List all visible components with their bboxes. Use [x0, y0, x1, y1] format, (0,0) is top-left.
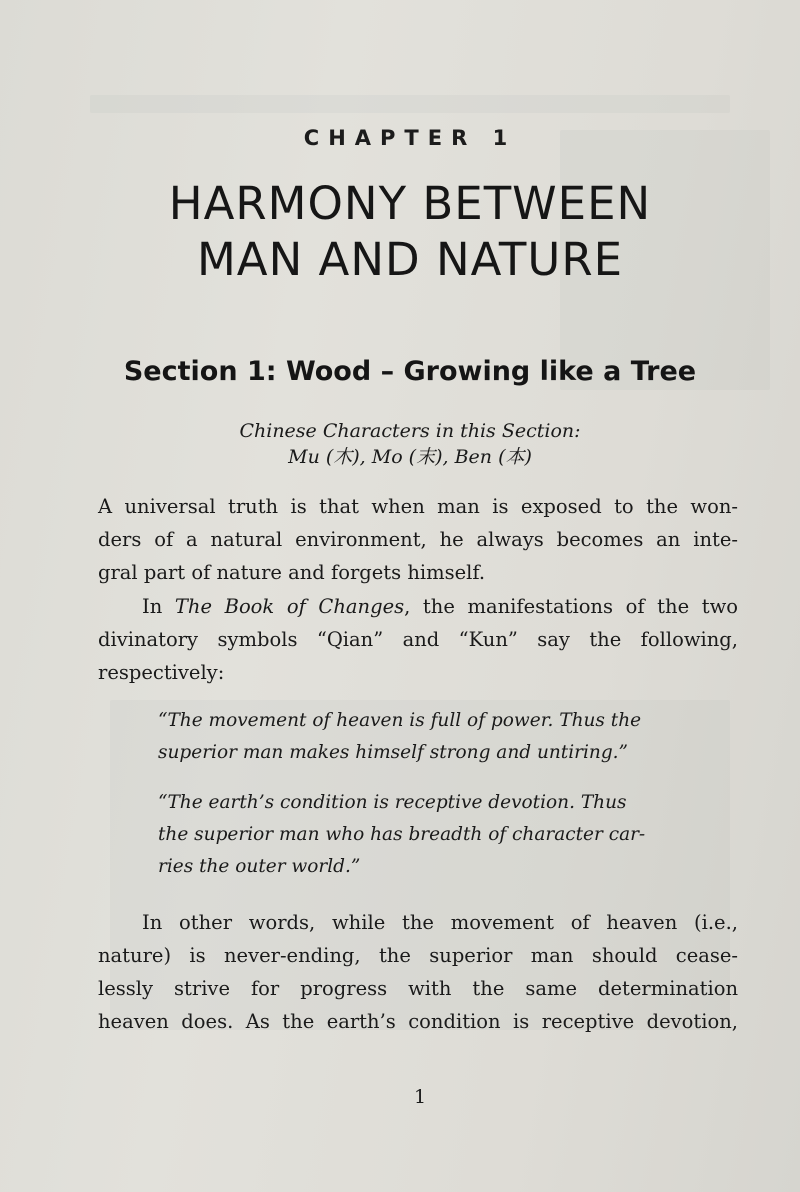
paragraph-2 [98, 590, 738, 689]
text-line: heaven does. As the earth’s condition is receptive devotion, [98, 1010, 738, 1033]
chapter-title-line: MAN AND NATURE [196, 233, 624, 286]
text-line: lessly strive for progress with the same determination [98, 977, 738, 1000]
quote-line: the superior man who has breadth of character car- [158, 824, 646, 845]
page-number: 1 [413, 1086, 427, 1108]
text-line: A universal truth is that when man is exposed to the won- [98, 495, 738, 518]
text-line: nature) is never-ending, the superior man should cease- [98, 944, 738, 967]
paragraph-1 [98, 490, 738, 589]
chapter-label: CHAPTER 1 [303, 126, 517, 150]
book-title: The Book of Changes [174, 595, 405, 618]
text-span: In [142, 595, 175, 618]
quote-line: superior man makes himself strong and untiring.” [158, 742, 629, 763]
chapter-title-line: HARMONY BETWEEN [168, 177, 652, 230]
text-line [98, 590, 738, 623]
paragraph-3 [98, 906, 738, 1038]
text-line: gral part of nature and forgets himself. [98, 561, 486, 584]
characters-label: Chinese Characters in this Section: [239, 420, 581, 442]
quote-line: “The earth’s condition is receptive devotion. Thus [158, 792, 627, 813]
chapter-title [0, 176, 800, 288]
quote-qian [158, 705, 678, 769]
characters-list: Mu (木), Mo (末), Ben (本) [288, 446, 532, 468]
section-title: Section 1: Wood – Growing like a Tree [123, 356, 697, 387]
text-line: In other words, while the movement of heaven (i.e., [142, 911, 738, 934]
text-line: respectively: [98, 661, 225, 684]
bleed-through-block [90, 95, 730, 113]
quote-line: ries the outer world.” [158, 856, 361, 877]
text-span: , the manifestations of the two [404, 595, 739, 618]
quote-kun [158, 787, 678, 883]
text-line: ders of a natural environment, he always becomes an inte- [98, 528, 738, 551]
text-line: divinatory symbols “Qian” and “Kun” say the following, [98, 628, 738, 651]
quote-line: “The movement of heaven is full of power. Thus the [158, 710, 642, 731]
